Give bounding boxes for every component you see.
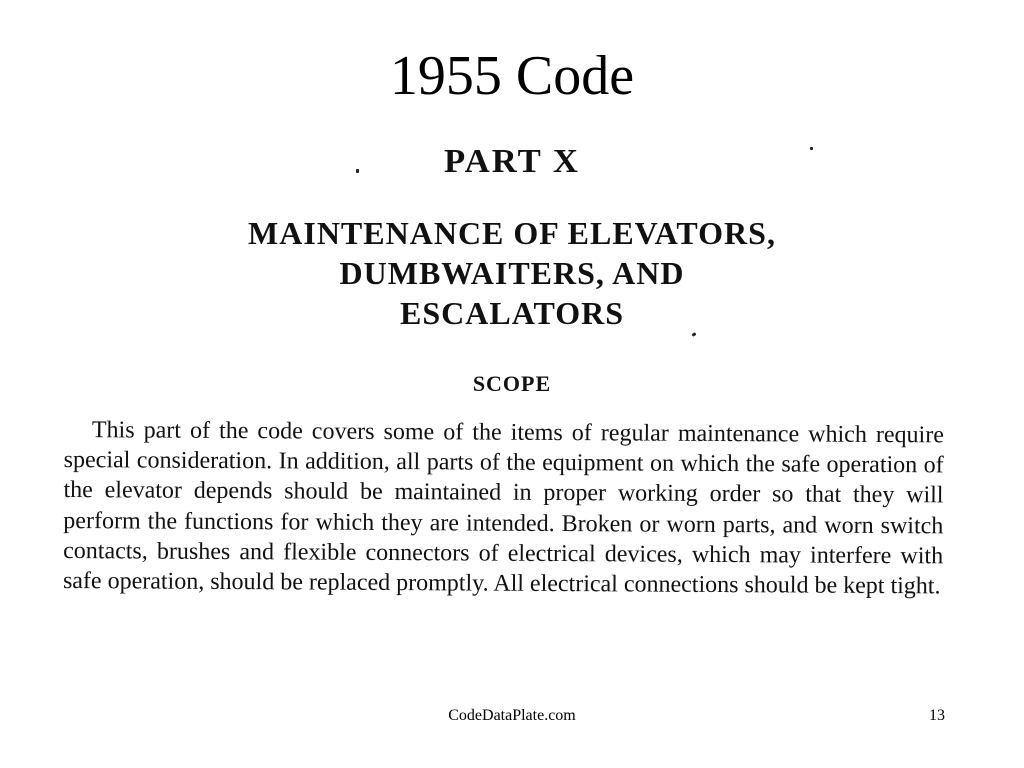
body-paragraph: This part of the code covers some of the items of regular maintenance which require special consideration. In addition, all parts of the equipment on which the safe operation of the elevator depends should be maintained in proper working order so that they will perform the functions for which they are intended. Broken or worn parts, and worn switch contacts, brushes and flexible connectors of electrical devices, which may interfere with safe operation, should be replaced promptly. All electrical connections should be kept tight. [62,417,944,600]
heading-line: MAINTENANCE OF ELEVATORS, [248,215,776,251]
slide-title: 1955 Code [389,45,635,107]
heading-line: DUMBWAITERS, AND [339,255,685,291]
document-heading [60,213,964,333]
page-number: 13 [929,707,945,724]
section-label: SCOPE [472,371,552,396]
footer-source: CodeDataPlate.com [448,707,576,724]
part-label: PART X [444,143,580,180]
scanned-code-excerpt [60,125,964,665]
heading-line: ESCALATORS [400,295,624,331]
